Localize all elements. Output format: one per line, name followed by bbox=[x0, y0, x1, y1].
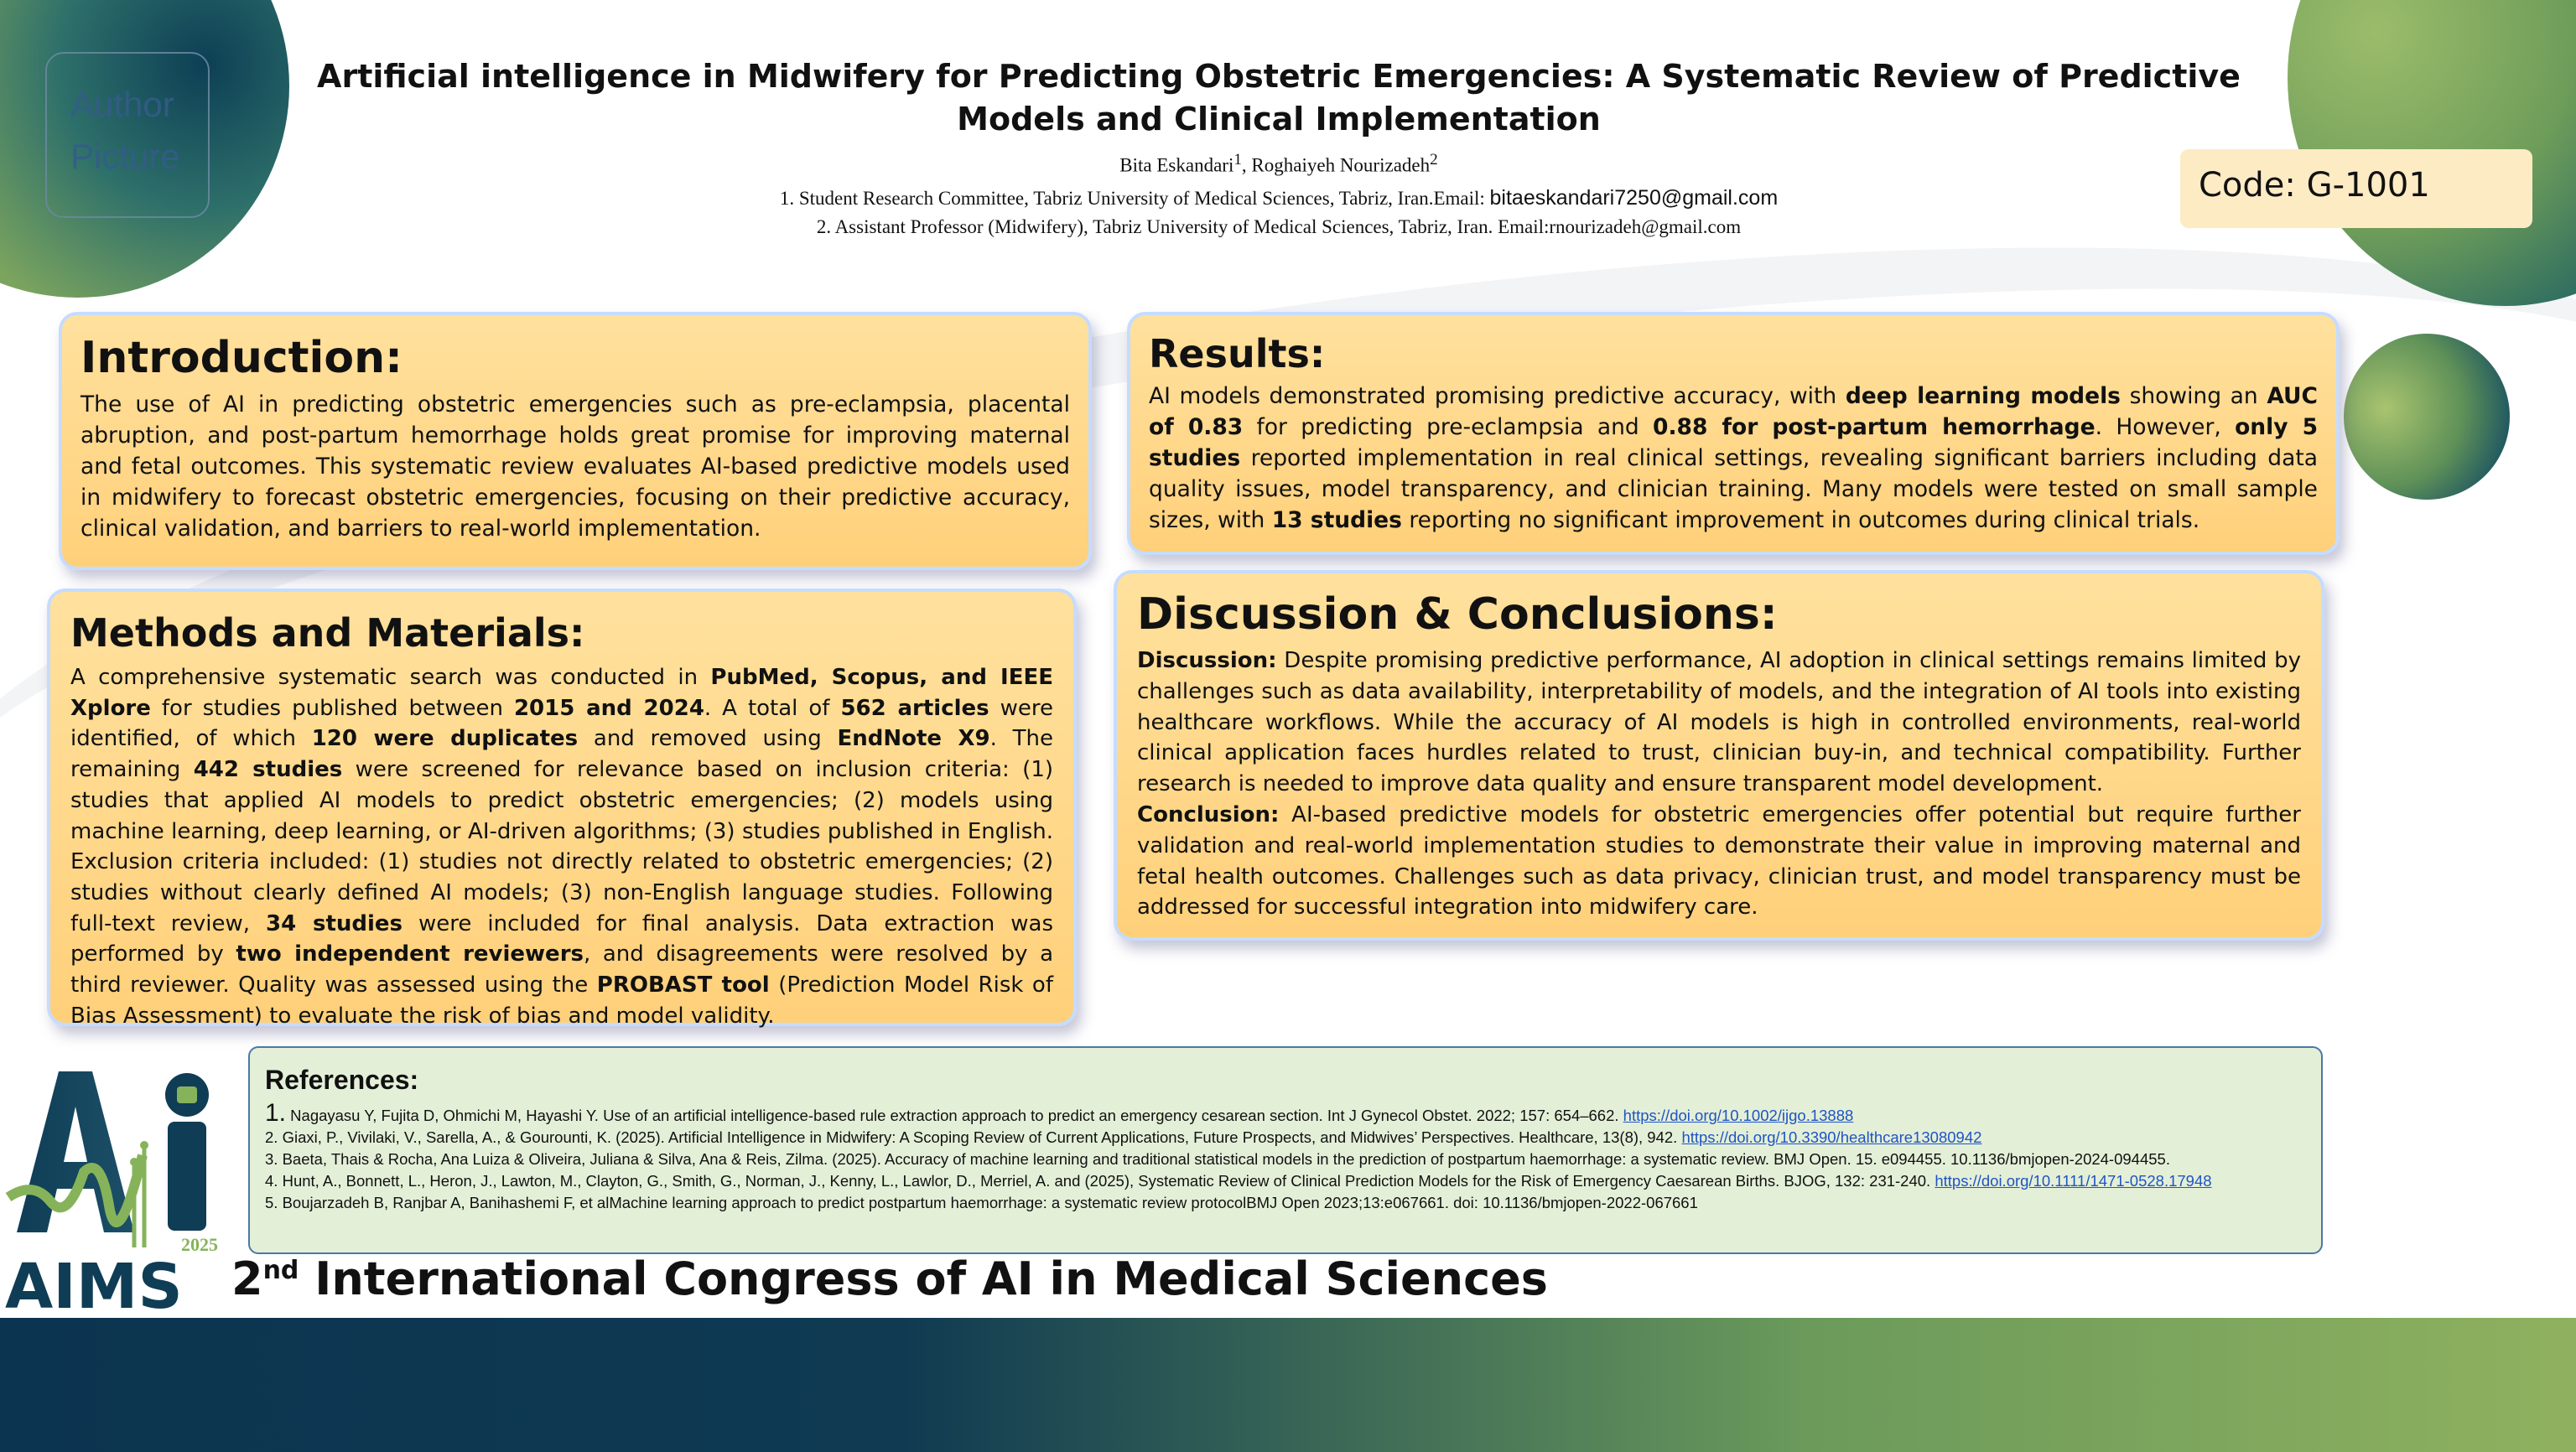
results-text: AI models demonstrated promising predictive accuracy, with deep learning models showing an AUC of 0.83 for predicting pre-eclampsia and 0.88 for post-partum hemorrhage. However, only 5 studies reported implementation in real clinical settings, revealing significant barriers including data quality issues, model transparency, and clinician training. Many models were tested on small sample sizes, with 13 studies reporting no significant improvement in outcomes during clinical trials. bbox=[1149, 383, 2319, 533]
discussion-text: Discussion: Despite promising predictive performance, AI adoption in clinical settings remains limited by challenges such as data availability, interpretability of models, and the integration of AI tools into existing healthcare workflows. While the accuracy of AI models is high in controlled environments, real-world clinical application faces hurdles related to trust, clinician buy-in, and technical compatibility. Further research is needed to improve data quality and ensure transparent model development. bbox=[1137, 648, 2301, 797]
reference-item: 1. Nagayasu Y, Fujita D, Ohmichi M, Hayashi Y. Use of an artificial intelligence-based rule extraction approach to predict an emergency cesarean section. Int J Gynecol Obstet. 2022; 157: 654–662. https://doi.org/10.1002/ijgo.13888 bbox=[265, 1099, 1854, 1127]
author-sup-1: 1 bbox=[1233, 151, 1242, 169]
logo-letter-a bbox=[17, 1071, 134, 1232]
discussion-heading: Discussion & Conclusions: bbox=[1137, 589, 1778, 640]
logo-year: 2025 bbox=[181, 1234, 218, 1255]
logo-letter-i bbox=[168, 1122, 206, 1231]
poster-title: Artificial intelligence in Midwifery for Predicting Obstetric Emergencies: A Systematic Review of Predictive Models and Clinical Implementation bbox=[317, 58, 2241, 137]
affiliation-1-email[interactable]: bitaeskandari7250@gmail.com bbox=[1489, 186, 1779, 210]
reference-item: 3. Baeta, Thais & Rocha, Ana Luiza & Oliveira, Juliana & Silva, Ana & Reis, Zilma. (2025). Accuracy of machine learning and traditional statistical models in the prediction of postpartum haemorrhage: a systematic review. BMJ Open. 15. e094455. 10.1136/bmjopen-2024-094455. bbox=[265, 1150, 2170, 1168]
poster-code-badge: Code: G-1001 bbox=[2180, 149, 2532, 228]
decorative-circle-right bbox=[2344, 334, 2510, 500]
reference-item: 5. Boujarzadeh B, Ranjbar A, Banihashemi F, et alMachine learning approach to predict postpartum haemorrhage: a systematic review protocolBMJ Open 2023;13:e067661. doi: 10.1136/bmjopen-2022-067661 bbox=[265, 1194, 1698, 1211]
logo-text: AIMS bbox=[5, 1251, 183, 1315]
reference-item: 4. Hunt, A., Bonnett, L., Heron, J., Lawton, M., Clayton, G., Smith, G., Norman, J., Kenny, L., Lawlor, D., Merriel, A. and (2025), Systematic Review of Clinical Prediction Models for the Risk of Emergency Caesarean Births. BJOG, 132: 231-240. https://doi.org/10.1111/1471-0528.17948 bbox=[265, 1172, 2212, 1190]
footer-band bbox=[0, 1318, 2576, 1452]
discussion-panel bbox=[1114, 570, 2324, 941]
introduction-text: The use of AI in predicting obstetric emergencies such as pre-eclampsia, placental abruption, and post-partum hemorrhage holds great promise for improving maternal and fetal outcomes. This systematic review evaluates AI-based predictive models used in midwifery to forecast obstetric emergencies, focusing on their predictive accuracy, clinical validation, and barriers to real-world implementation. bbox=[80, 392, 1070, 542]
affiliation-1-text: 1. Student Research Committee, Tabriz University of Medical Sciences, Tabriz, Iran.Email: bbox=[779, 188, 1485, 209]
methods-panel bbox=[47, 589, 1077, 1029]
affiliation-1 bbox=[310, 186, 2247, 210]
congress-title: 2nd International Congress of AI in Medical Sciences bbox=[231, 1252, 1548, 1305]
methods-text: A comprehensive systematic search was conducted in PubMed, Scopus, and IEEE Xplore for studies published between 2015 and 2024. A total of 562 articles were identified, of which 120 were duplicates and removed using EndNote X9. The remaining 442 studies were screened for relevance based on inclusion criteria: (1) studies that applied AI models to predict obstetric emergencies; (2) models using machine learning, deep learning, or AI-driven algorithms; (3) studies published in English. Exclusion criteria included: (1) studies not directly related to obstetric emergencies; (2) studies without clearly defined AI models; (3) non-English language studies. Following full-text review, 34 studies were included for final analysis. Data extraction was performed by two independent reviewers, and disagreements were resolved by a third reviewer. Quality was assessed using the PROBAST tool (Prediction Model Risk of Bias Assessment) to evaluate the risk of bias and model validity. bbox=[70, 665, 1054, 1029]
introduction-panel bbox=[59, 312, 1092, 570]
reference-link[interactable]: https://doi.org/10.3390/healthcare13080942 bbox=[1681, 1128, 1982, 1146]
author-names-2: , Roghaiyeh Nourizadeh bbox=[1241, 154, 1431, 176]
reference-item: 2. Giaxi, P., Vivilaki, V., Sarella, A., & Gourounti, K. (2025). Artificial Intelligence in Midwifery: A Scoping Review of Current Applications, Future Prospects, and Midwives’ Perspectives. Healthcare, 13(8), 942. https://doi.org/10.3390/healthcare13080942 bbox=[265, 1128, 1982, 1146]
references-panel bbox=[248, 1046, 2323, 1254]
references-heading: References: bbox=[265, 1065, 419, 1095]
author-list bbox=[310, 151, 2247, 177]
author-picture-placeholder: Author Picture bbox=[45, 52, 210, 218]
aims-logo bbox=[0, 1055, 235, 1315]
reference-link[interactable]: https://doi.org/10.1002/ijgo.13888 bbox=[1623, 1107, 1854, 1124]
author-names: Bita Eskandari bbox=[1119, 154, 1234, 176]
results-heading: Results: bbox=[1149, 331, 1326, 376]
conclusion-text: Conclusion: AI-based predictive models for obstetric emergencies offer potential but require further validation and real-world implementation studies to demonstrate their value in improving maternal and fetal health outcomes. Challenges such as data privacy, clinician trust, and model transparency must be addressed for successful integration into midwifery care. bbox=[1137, 801, 2301, 920]
affiliation-2: 2. Assistant Professor (Midwifery), Tabriz University of Medical Sciences, Tabriz, Iran. Email:rnourizadeh@gmail.com bbox=[816, 216, 1742, 237]
introduction-heading: Introduction: bbox=[80, 333, 402, 383]
reference-link[interactable]: https://doi.org/10.1111/1471-0528.17948 bbox=[1935, 1172, 2212, 1190]
methods-heading: Methods and Materials: bbox=[70, 610, 585, 656]
results-panel bbox=[1127, 312, 2340, 555]
author-sup-2: 2 bbox=[1430, 151, 1438, 169]
